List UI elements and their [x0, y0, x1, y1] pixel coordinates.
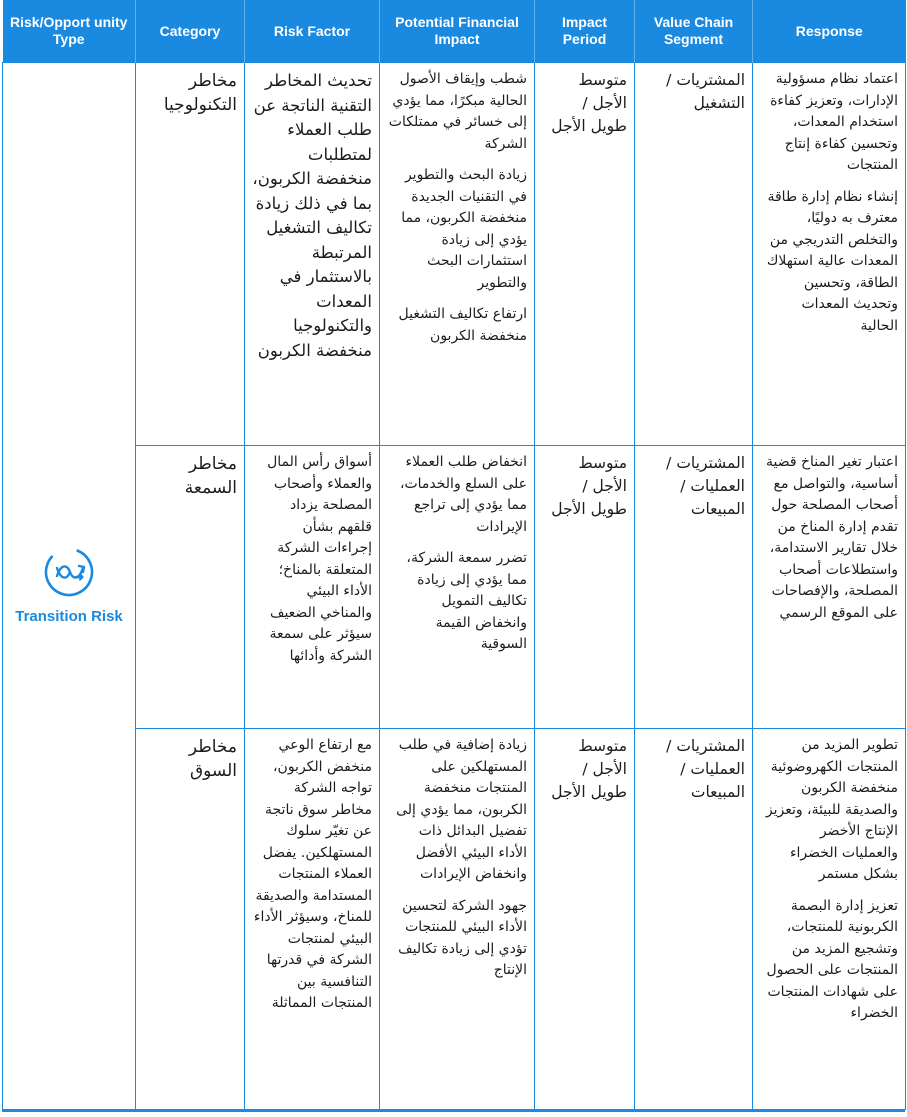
response-item: اعتبار تغير المناخ قضية أساسية، والتواصل مع أصحاب المصلحة حول تقدم إدارة المناخ من خلال تقارير الاستدامة، واستطلاعات أصحاب المصلحة، والإفصاحات على الموقع الرسمي [765, 454, 898, 621]
risk-factor-cell: مع ارتفاع الوعي منخفض الكربون، تواجه الشركة مخاطر سوق ناتجة عن تغيّر سلوك المستهلكين. يفضل العملاء المنتجات المستدامة والصديقة للمناخ، وسيؤثر الأداء البيئي لمنتجات الشركة في قدرتها التنافسية بين المنتجات المماثلة [245, 729, 380, 1110]
financial-impact-cell [380, 729, 535, 1110]
category-cell: مخاطر السمعة [136, 446, 245, 729]
table-row [3, 729, 906, 1110]
impact-item: ارتفاع تكاليف التشغيل منخفضة الكربون [398, 306, 527, 344]
value-chain-segment-cell: المشتريات / العمليات / المبيعات [635, 729, 753, 1110]
header-risk-type: Risk/Opport unity Type [3, 0, 136, 63]
impact-item: زيادة البحث والتطوير في التقنيات الجديدة منخفضة الكربون، مما يؤدي إلى زيادة استثمارات البحث والتطوير [401, 167, 527, 291]
header-row [3, 0, 906, 63]
impact-period-cell: متوسط الأجل / طويل الأجل [535, 446, 635, 729]
table-bottom-rule [2, 1110, 905, 1112]
risk-type-label: Transition Risk [15, 607, 123, 625]
header-risk-factor: Risk Factor [245, 0, 380, 63]
table-row [3, 63, 906, 446]
response-item: تعزيز إدارة البصمة الكربونية للمنتجات، وتشجيع المزيد من المنتجات على الحصول على شهادات المنتجات الخضراء [766, 897, 898, 1021]
risk-factor-cell: تحديث المخاطر التقنية الناتجة عن طلب العملاء لمتطلبات منخفضة الكربون، بما في ذلك زيادة تكاليف التشغيل المرتبطة بالاستثمار في المعدات والتكنولوجيا منخفضة الكربون [245, 63, 380, 446]
risk-type-cell [3, 63, 136, 1110]
category-cell: مخاطر التكنولوجيا [136, 63, 245, 446]
response-cell [753, 729, 906, 1110]
impact-item: انخفاض طلب العملاء على السلع والخدمات، مما يؤدي إلى تراجع الإيرادات [399, 454, 527, 535]
response-item: إنشاء نظام إدارة طاقة معترف به دوليًا، والتخلص التدريجي من المعدات عالية استهلاك الطاقة، وتحسين وتحديث المعدات الحالية [766, 188, 898, 334]
response-cell [753, 446, 906, 729]
header-impact-period: Impact Period [535, 0, 635, 63]
financial-impact-cell [380, 446, 535, 729]
transition-arrows-icon [43, 546, 95, 598]
impact-item: شطب وإيقاف الأصول الحالية مبكرًا، مما يؤدي إلى خسائر في ممتلكات الشركة [388, 71, 527, 152]
table-row [3, 446, 906, 729]
header-category: Category [136, 0, 245, 63]
financial-impact-cell [380, 63, 535, 446]
header-value-chain-segment: Value Chain Segment [635, 0, 753, 63]
response-item: تطوير المزيد من المنتجات الكهروضوئية منخفضة الكربون والصديقة للبيئة، وتعزيز الإنتاج الأخضر والعمليات الخضراء بشكل مستمر [765, 737, 898, 882]
category-cell: مخاطر السوق [136, 729, 245, 1110]
climate-risk-table [2, 0, 906, 1110]
risk-factor-cell: أسواق رأس المال والعملاء وأصحاب المصلحة يزداد قلقهم بشأن إجراءات الشركة المتعلقة بالمناخ؛ الأداء البيئي والمناخي الضعيف سيؤثر على سمعة الشركة وأدائها [245, 446, 380, 729]
value-chain-segment-cell: المشتريات / التشغيل [635, 63, 753, 446]
response-item: اعتماد نظام مسؤولية الإدارات، وتعزيز كفاءة استخدام المعدات، وتحسين كفاءة إنتاج المنتجات [770, 71, 898, 173]
impact-item: تضرر سمعة الشركة، مما يؤدي إلى زيادة تكاليف التمويل وانخفاض القيمة السوقية [406, 550, 527, 652]
value-chain-segment-cell: المشتريات / العمليات / المبيعات [635, 446, 753, 729]
impact-period-cell: متوسط الأجل / طويل الأجل [535, 729, 635, 1110]
header-response: Response [753, 0, 906, 63]
impact-period-cell: متوسط الأجل / طويل الأجل [535, 63, 635, 446]
impact-item: زيادة إضافية في طلب المستهلكين على المنتجات منخفضة الكربون، مما يؤدي إلى تفضيل البدائل ذات الأداء البيئي الأفضل وانخفاض الإيرادات [396, 737, 527, 882]
response-cell [753, 63, 906, 446]
impact-item: جهود الشركة لتحسين الأداء البيئي للمنتجات تؤدي إلى زيادة تكاليف الإنتاج [398, 897, 527, 978]
header-financial-impact: Potential Financial Impact [380, 0, 535, 63]
